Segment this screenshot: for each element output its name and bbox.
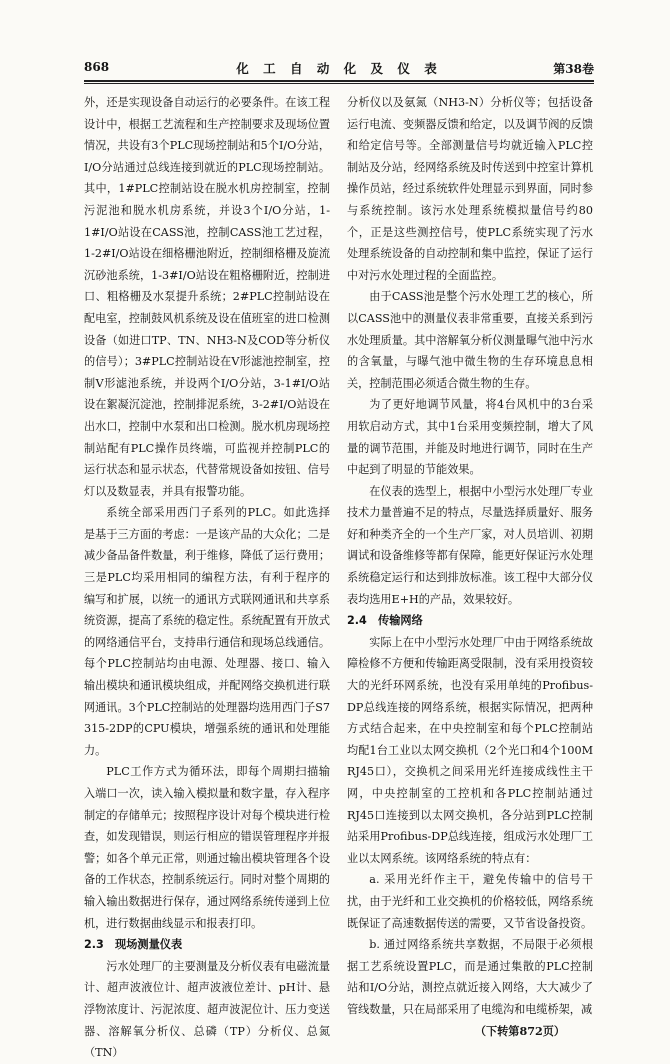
paragraph: 为了更好地调节风量，将4台风机中的3台采用软启动方式，其中1台采用变频控制，增大了风量的调节范围，并能及时地进行调节，同时在生产中起到了明显的节能效果。	[347, 398, 593, 477]
left-column	[84, 92, 330, 1064]
volume-label: 第38卷	[553, 62, 594, 76]
list-item-b: b. 通过网络系统共享数据，不局限于必须根据工艺系统设置PLC，而是通过集散的PLC控制站和I/O分站，测控点就近接入网络，大大减少了管线数量，只在局部采用了电缆沟和电缆桥架，减	[347, 938, 593, 1016]
paragraph: 分析仪以及氨氮（NH3-N）分析仪等；包括设备运行电流、变频器反馈和给定，以及调节阀的反馈和给定信号等。全部测量信号均就近输入PLC控制站及分站，经网络系统及时传送到中控室计算机操作员站，经过系统软件处理显示到界面，同时参与系统控制。该污水处理系统模拟量信号约80个，正是这些测控信号，使PLC系统实现了污水处理系统设备的自动控制和集中监控，保证了运行中对污水处理过程的全面监控。	[347, 96, 593, 282]
paragraph: 系统全部采用西门子系列的PLC。如此选择是基于三方面的考虑：一是该产品的大众化；二是减少备品备件数量，利于维修，降低了运行费用；三是PLC均采用相同的编程方法，有利于程序的编写和扩展，以统一的通讯方式联网通讯和共享系统资源，提高了系统的稳定性。系统配置有开放式的网络通信平台，支持串行通信和现场总线通信。每个PLC控制站均由电源、处理器、接口、输入输出模块和通讯模块组成，并配网络交换机进行联网通讯。3个PLC控制站的处理器均选用西门子S7 315-2DP的CPU模块，增强系统的通讯和处理能力。	[84, 506, 330, 757]
right-column	[347, 92, 593, 1042]
page-number: 868	[84, 60, 110, 74]
paragraph: PLC工作方式为循环法，即每个周期扫描输入端口一次，读入输入模拟量和数字量，存入程序制定的存储单元；按照程序设计对每个模块进行检查，如发现错误，则运行相应的错误管理程序并报警；如各个单元正常，则通过输出模块管理各个设备的工作状态，控制系统运行。同时对整个周期的输入输出数据进行保存，通过网络系统传递到上位机，进行数据曲线显示和报表打印。	[84, 765, 330, 930]
section-heading: 2.3 现场测量仪表	[84, 938, 183, 952]
running-header	[84, 58, 594, 78]
journal-title: 化 工 自 动 化 及 仪 表	[236, 61, 442, 76]
paragraph: 由于CASS池是整个污水处理工艺的核心，所以CASS池中的测量仪表非常重要，直接关系到污水处理质量。其中溶解氧分析仪测量曝气池中污水的含氧量，与曝气池中微生物的生存环境息息相关，控制范围必须适合微生物的生存。	[347, 290, 593, 390]
continued-note: （下转第872页）	[474, 1024, 565, 1038]
paragraph: 外，还是实现设备自动运行的必要条件。在该工程设计中，根据工艺流程和生产控制要求及现场位置情况，共设有3个PLC现场控制站和5个I/O分站，I/O分站通过总线连接到就近的PLC现场控制站。其中，1#PLC控制站设在脱水机房控制室，控制污泥池和脱水机房系统，并设3个I/O分站，1-1#I/O站设在CASS池，控制CASS池工艺过程，1-2#I/O站设在细格栅池附近，控制细格栅及旋流沉砂池系统，1-3#I/O站设在粗格栅附近，控制进口、粗格栅及水泵提升系统；2#PLC控制站设在配电室，控制鼓风机系统及设在值班室的进口检测设备（如进口TP、TN、NH3-N及COD等分析仪的信号）；3#PLC控制站设在V形滤池控制室，控制V形滤池系统，并设两个I/O分站，3-1#I/O站设在絮凝沉淀池，控制排泥系统，3-2#I/O站设在出水口，控制中水泵和出口检测。脱水机房现场控制站配有PLC操作员终端，可监视并控制PLC的运行状态和显示状态，代替常规设备如按钮、信号灯以及数显表，并具有报警功能。	[84, 96, 330, 498]
paragraph: 污水处理厂的主要测量及分析仪表有电磁流量计、超声波液位计、超声波液位差计、pH计、悬浮物浓度计、污泥浓度、超声波泥位计、压力变送器、溶解氧分析仪、总磷（TP）分析仪、总氮（TN）	[84, 959, 330, 1060]
header-rule	[84, 80, 594, 82]
section-heading: 2.4 传输网络	[347, 614, 423, 628]
paragraph: 实际上在中小型污水处理厂中由于网络系统故障检修不方便和传输距离受限制，没有采用投资较大的光纤环网系统，也没有采用单纯的Profibus-DP总线连接的网络系统，根据实际情况，把两种方式结合起来，在中央控制室和每个PLC控制站均配1台工业以太网交换机（2个光口和4个100M RJ45口），交换机之间采用光纤连接成线性主干网，中央控制室的工控机和各PLC控制站通过RJ45口连接到以太网交换机，各分站到PLC控制站采用Profibus-DP总线连接，组成污水处理厂工业以太网系统。该网络系统的特点有：	[347, 635, 593, 865]
paragraph: 在仪表的选型上，根据中小型污水处理厂专业技术力量普遍不足的特点，尽量选择质量好、服务好和种类齐全的一个生产厂家，对人员培训、初期调试和设备维修等都有保障，能更好保证污水处理系统稳定运行和达到排放标准。该工程中大部分仪表均选用E+H的产品，效果较好。	[347, 484, 593, 606]
header-rule-thin	[84, 83, 594, 84]
list-item-a: a. 采用光纤作主干，避免传输中的信号干扰，由于光纤和工业交换机的价格较低，网络系统既保证了高速数据传送的需要，又节省设备投资。	[347, 873, 593, 930]
